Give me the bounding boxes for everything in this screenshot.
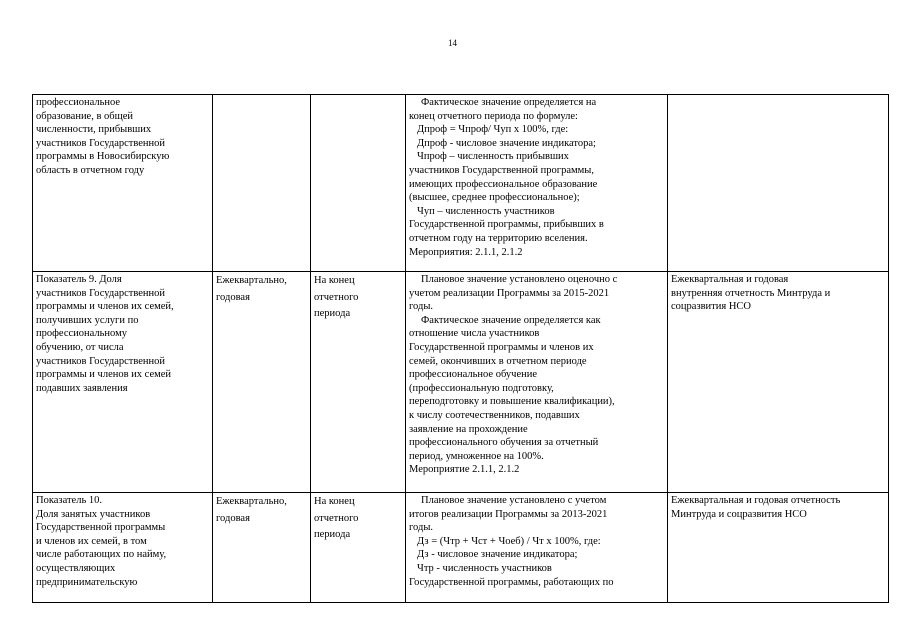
text-line: семей, окончивших в отчетном периоде	[409, 355, 587, 367]
text-line: участников Государственной	[36, 287, 166, 299]
text-line: (высшее, среднее профессиональное);	[409, 192, 580, 204]
text-line: к числу соотечественников, подавших	[409, 409, 580, 421]
text-line: участников Государственной	[36, 137, 166, 149]
text-line: программы в Новосибирскую	[36, 151, 170, 163]
text-line: Плановое значение установлено оценочно с	[421, 274, 618, 285]
text-line: Мероприятия: 2.1.1, 2.1.2	[409, 246, 523, 258]
text-line: программы и членов их семей	[36, 369, 172, 381]
text-line: годы.	[409, 301, 434, 313]
text-line: профессиональное обучение	[409, 369, 537, 381]
text-line: внутренняя отчетность Минтруда и	[671, 287, 831, 299]
text-line: получивших услуги по	[36, 314, 139, 326]
text-line: итогов реализации Программы за 2013-2021	[409, 508, 608, 520]
text-line: переподготовку и повышение квалификации),	[409, 396, 615, 408]
text-line: Показатель 10.	[36, 495, 102, 506]
text-line: Плановое значение установлено с учетом	[421, 495, 607, 506]
text-line: учетом реализации Программы за 2015-2021	[409, 287, 610, 299]
text-line: Ежеквартально,	[216, 275, 287, 286]
text-line: Дз - числовое значение индикатора;	[417, 549, 578, 561]
indicator-cell	[33, 272, 213, 493]
text-line: годовая	[216, 291, 250, 303]
method-cell	[406, 272, 668, 493]
text-line: отчетном году на территорию вселения.	[409, 232, 588, 244]
text-line: отношение числа участников	[409, 328, 540, 340]
text-line: Ежеквартальная и годовая	[671, 274, 789, 285]
text-line: образование, в общей	[36, 110, 134, 122]
text-line: Доля занятых участников	[36, 508, 151, 520]
source-cell	[668, 95, 889, 272]
text-line: соцразвития НСО	[671, 301, 751, 313]
text-line: профессионального обучения за отчетный	[409, 437, 599, 449]
text-line: заявление на прохождение	[409, 423, 528, 435]
text-line: период, умноженное на 100%.	[409, 450, 544, 462]
date-cell	[311, 493, 406, 603]
text-line: периода	[314, 308, 351, 319]
periodicity-cell	[213, 493, 311, 603]
text-line: и членов их семей, в том	[36, 535, 147, 547]
text-line: Государственной программы	[36, 522, 166, 534]
text-line: Показатель 9. Доля	[36, 274, 122, 285]
text-line: Чуп – численность участников	[417, 205, 555, 217]
text-line: обучению, от числа	[36, 341, 124, 353]
table-row	[33, 95, 889, 272]
date-cell	[311, 95, 406, 272]
table-row	[33, 272, 889, 493]
source-cell	[668, 272, 889, 493]
text-line: профессиональному	[36, 328, 127, 340]
text-line: годы.	[409, 522, 434, 534]
text-line: участников Государственной программы,	[409, 164, 594, 176]
text-line: численности, прибывших	[36, 124, 152, 136]
table-row	[33, 493, 889, 603]
text-line: программы и членов их семей,	[36, 301, 174, 313]
text-line: На конец	[314, 275, 355, 286]
source-cell	[668, 493, 889, 603]
indicator-cell	[33, 95, 213, 272]
text-line: Чтр - численность участников	[417, 562, 552, 574]
text-line: Государственной программы, работающих по	[409, 576, 614, 588]
text-line: осуществляющих	[36, 562, 116, 574]
text-line: предпринимательскую	[36, 576, 138, 588]
text-line: (профессиональную подготовку,	[409, 382, 554, 394]
indicator-cell	[33, 493, 213, 603]
method-cell	[406, 493, 668, 603]
text-line: подавших заявления	[36, 382, 128, 394]
text-line: Дпроф - числовое значение индикатора;	[417, 137, 596, 149]
method-cell	[406, 95, 668, 272]
text-line: числе работающих по найму,	[36, 549, 167, 561]
page-number: 14	[448, 38, 457, 48]
text-line: область в отчетном году	[36, 164, 145, 176]
text-line: имеющих профессиональное образование	[409, 178, 598, 190]
text-line: Дз = (Чтр + Чст + Чоеб) / Чт х 100%, где:	[417, 535, 601, 547]
periodicity-cell	[213, 272, 311, 493]
text-line: Фактическое значение определяется как	[421, 314, 601, 326]
date-cell	[311, 272, 406, 493]
text-line: Государственной программы и членов их	[409, 341, 594, 353]
text-line: Дпроф = Чпроф/ Чуп х 100%, где:	[417, 124, 569, 136]
text-line: Ежеквартально,	[216, 496, 287, 507]
text-line: Государственной программы, прибывших в	[409, 219, 604, 231]
text-line: отчетного	[314, 291, 359, 303]
text-line: участников Государственной	[36, 355, 166, 367]
text-line: Ежеквартальная и годовая отчетность	[671, 495, 841, 506]
text-line: Чпроф – численность прибывших	[417, 151, 569, 163]
text-line: конец отчетного периода по формуле:	[409, 110, 578, 122]
text-line: периода	[314, 529, 351, 540]
text-line: отчетного	[314, 512, 359, 524]
text-line: Мероприятие 2.1.1, 2.1.2	[409, 464, 520, 476]
text-line: профессиональное	[36, 97, 121, 108]
indicators-table	[32, 94, 889, 603]
text-line: годовая	[216, 512, 250, 524]
text-line: На конец	[314, 496, 355, 507]
text-line: Минтруда и соцразвития НСО	[671, 508, 807, 520]
text-line: Фактическое значение определяется на	[421, 97, 597, 108]
periodicity-cell	[213, 95, 311, 272]
